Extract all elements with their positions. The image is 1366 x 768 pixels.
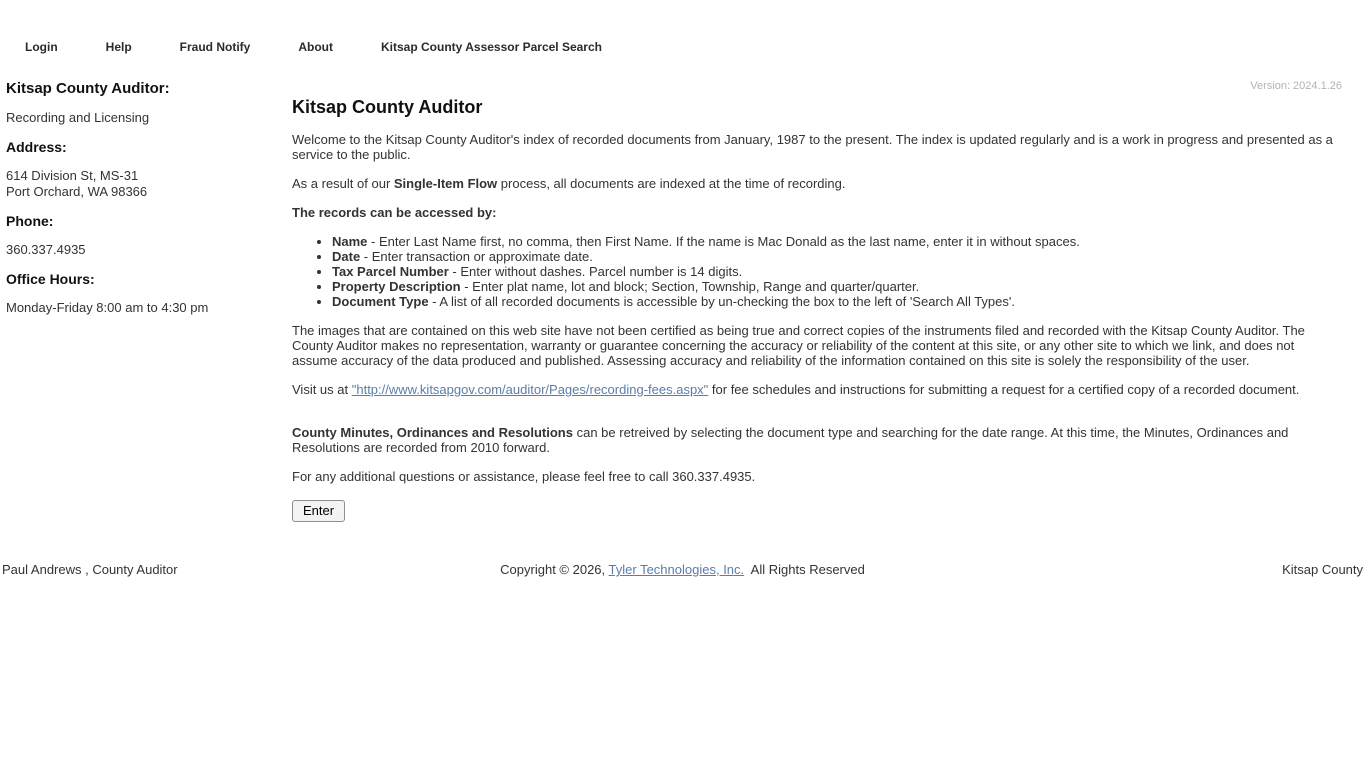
nav-fraud-notify[interactable]: Fraud Notify [179, 40, 251, 54]
single-item-flow-paragraph [292, 176, 1342, 191]
list-item [332, 234, 1342, 249]
nav-assessor-parcel-search[interactable]: Kitsap County Assessor Parcel Search [381, 40, 602, 54]
enter-button[interactable]: Enter [292, 500, 345, 522]
footer-county-name: Kitsap County [1282, 562, 1364, 577]
phone-number: 360.337.4935 [6, 242, 86, 257]
content-columns [0, 80, 1366, 522]
address-line-2: Port Orchard, WA 98366 [6, 184, 148, 199]
main-content [292, 80, 1366, 522]
access-methods-list [292, 234, 1342, 309]
top-navigation [0, 0, 1366, 54]
sidebar-title: Kitsap County Auditor: [6, 80, 170, 97]
office-hours-label: Office Hours: [6, 271, 95, 287]
footer-copyright [500, 562, 865, 577]
bullet-desc: - Enter Last Name first, no comma, then First Name. If the name is Mac Donald as the last name, enter it in without spaces. [367, 234, 1080, 249]
phone-label: Phone: [6, 213, 54, 229]
address-label: Address: [6, 139, 67, 155]
bullet-term: Date [332, 249, 361, 264]
sidebar-subtitle: Recording and Licensing [6, 110, 150, 125]
bullet-term: Document Type [332, 294, 429, 309]
list-item [332, 294, 1342, 309]
list-item [332, 279, 1342, 294]
bullet-term: Tax Parcel Number [332, 264, 449, 279]
bullet-desc: - Enter transaction or approximate date. [360, 249, 593, 264]
nav-login[interactable]: Login [25, 40, 58, 54]
bullet-desc: - A list of all recorded documents is accessible by un-checking the box to the left of 'Search All Types'. [428, 294, 1015, 309]
fees-paragraph [292, 382, 1342, 397]
sidebar [0, 80, 292, 522]
fees-suffix: for fee schedules and instructions for submitting a request for a certified copy of a recorded document. [708, 382, 1300, 397]
copyright-prefix: Copyright © 2026, [500, 562, 609, 577]
records-heading: The records can be accessed by: [292, 205, 497, 220]
copyright-suffix: All Rights Reserved [747, 562, 865, 577]
fees-prefix: Visit us at [292, 382, 352, 397]
nav-about[interactable]: About [298, 40, 333, 54]
minutes-bold: County Minutes, Ordinances and Resolutions [292, 425, 573, 440]
recording-fees-link[interactable]: "http://www.kitsapgov.com/auditor/Pages/recording-fees.aspx" [351, 382, 709, 397]
intro-paragraph: Welcome to the Kitsap County Auditor's index of recorded documents from January, 1987 to the present. The index is updated regularly and is a work in progress and presented as a service to the public. [292, 132, 1333, 162]
list-item [332, 249, 1342, 264]
version-label: Version: 2024.1.26 [1250, 80, 1342, 92]
list-item [332, 264, 1342, 279]
footer-auditor-name: Paul Andrews , County Auditor [2, 562, 178, 577]
bullet-term: Name [332, 234, 368, 249]
address-line-1: 614 Division St, MS-31 [6, 168, 139, 183]
page-title: Kitsap County Auditor [292, 97, 483, 117]
footer [0, 562, 1366, 577]
assistance-paragraph: For any additional questions or assistance, please feel free to call 360.337.4935. [292, 469, 756, 484]
tyler-technologies-link[interactable]: Tyler Technologies, Inc. [608, 562, 745, 577]
nav-help[interactable]: Help [105, 40, 132, 54]
minutes-paragraph [292, 425, 1342, 455]
single-item-suffix: process, all documents are indexed at the time of recording. [497, 176, 846, 191]
bullet-desc: - Enter plat name, lot and block; Section, Township, Range and quarter/quarter. [460, 279, 920, 294]
bullet-desc: - Enter without dashes. Parcel number is 14 digits. [448, 264, 743, 279]
disclaimer-paragraph: The images that are contained on this web site have not been certified as being true and correct copies of the instruments filed and recorded with the Kitsap County Auditor. The County Auditor makes no representation, warranty or guarantee concerning the accuracy or reliability of the content at this site, or any other site to which we link, and does not assume accuracy of the data produced and published. Assessing accuracy and reliability of the information contained on this site is solely the responsibility of the user. [292, 323, 1305, 368]
single-item-prefix: As a result of our [292, 176, 394, 191]
office-hours-value: Monday-Friday 8:00 am to 4:30 pm [6, 300, 209, 315]
minutes-text: can be retreived by selecting the document type and searching for the date range. At this time, the Minutes, Ordinances and Resolutions are recorded from 2010 forward. [292, 425, 1289, 455]
single-item-bold: Single-Item Flow [393, 176, 498, 191]
bullet-term: Property Description [332, 279, 461, 294]
